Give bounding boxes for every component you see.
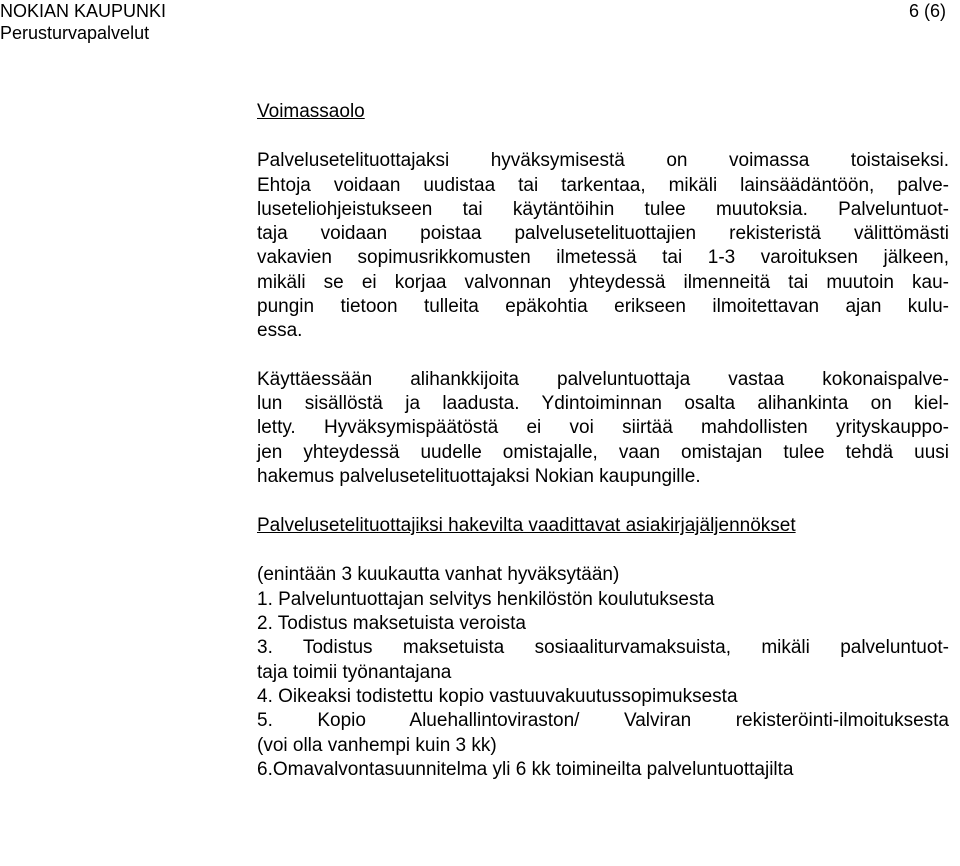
list-item-line: 1. Palveluntuottajan selvitys henkilöstön koulutuksesta (257, 588, 715, 610)
paragraph-line: mikäli se ei korjaa valvonnan yhteydessä ilmenneitä tai muutoin kau- (257, 271, 949, 293)
document-body (257, 100, 949, 782)
paragraph-line: vakavien sopimusrikkomusten ilmetessä tai 1-3 varoituksen jälkeen, (257, 247, 949, 269)
subcontracting-paragraph (257, 368, 949, 489)
validity-heading: Voimassaolo (257, 101, 365, 122)
document-list-item (257, 588, 949, 612)
document-list-item (257, 636, 949, 685)
documents-heading: Palvelusetelituottajiksi hakevilta vaadittavat asiakirjajäljennökset (257, 515, 796, 537)
list-item-line: 3. Todistus maksetuista sosiaaliturvamaksuista, mikäli palveluntuot- (257, 637, 949, 659)
paragraph-line: Ehtoja voidaan uudistaa tai tarkentaa, mikäli lainsäädäntöön, palve- (257, 174, 949, 196)
paragraph-line: lun sisällöstä ja laadusta. Ydintoiminnan osalta alihankinta on kiel- (257, 392, 949, 414)
page-header (0, 0, 960, 48)
document-list-item (257, 758, 949, 782)
paragraph-line: Palvelusetelituottajaksi hyväksymisestä on voimassa toistaiseksi. (257, 150, 949, 172)
department-name: Perusturvapalvelut (0, 23, 150, 43)
list-item-line: 6.Omavalvontasuunnitelma yli 6 kk toimineilta palveluntuottajilta (257, 758, 794, 780)
header-left (0, 0, 166, 44)
paragraph-line: letty. Hyväksymispäätöstä ei voi siirtää mahdollisten yrityskauppo- (257, 417, 949, 439)
list-item-line: taja toimii työnantajana (257, 661, 452, 683)
paragraph-line: hakemus palvelusetelituottajaksi Nokian kaupungille. (257, 465, 701, 487)
documents-note: (enintään 3 kuukautta vanhat hyväksytään) (257, 564, 620, 586)
paragraph-line: pungin tietoon tulleita epäkohtia erikseen ilmoitettavan ajan kulu- (257, 296, 949, 318)
documents-list (257, 588, 949, 782)
paragraph-line: essa. (257, 320, 303, 342)
paragraph-line: Käyttäessään alihankkijoita palveluntuottaja vastaa kokonaispalve- (257, 368, 949, 390)
list-item-line: 2. Todistus maksetuista veroista (257, 613, 526, 635)
page-number: 6 (6) (908, 1, 946, 21)
paragraph-line: luseteliohjeistukseen tai käytäntöihin tulee muutoksia. Palveluntuot- (257, 198, 949, 220)
organization-name: NOKIAN KAUPUNKI (0, 1, 167, 21)
validity-paragraph (257, 149, 949, 343)
document-list-item (257, 612, 949, 636)
paragraph-line: jen yhteydessä uudelle omistajalle, vaan omistajan tulee tehdä uusi (257, 441, 949, 463)
document-list-item (257, 709, 949, 758)
list-item-line: 5. Kopio Aluehallintoviraston/ Valviran rekisteröinti-ilmoituksesta (257, 710, 949, 732)
list-item-line: (voi olla vanhempi kuin 3 kk) (257, 734, 497, 756)
paragraph-line: taja voidaan poistaa palvelusetelituottajien rekisteristä välittömästi (257, 223, 949, 245)
list-item-line: 4. Oikeaksi todistettu kopio vastuuvakuutussopimuksesta (257, 685, 738, 707)
document-list-item (257, 685, 949, 709)
